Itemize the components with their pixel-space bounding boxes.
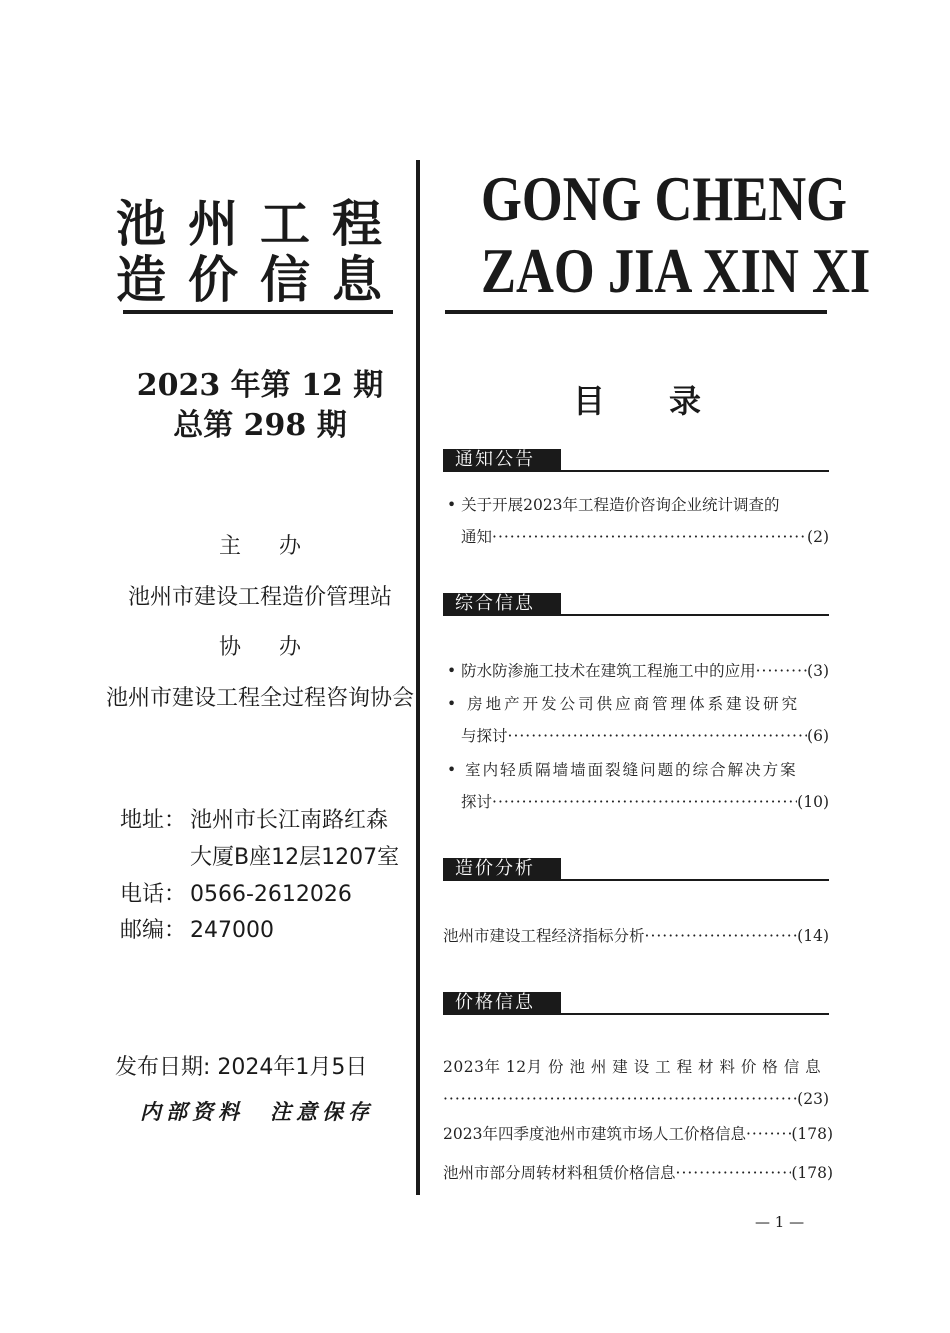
toc-entry-page: (10) — [797, 793, 829, 811]
section-label: 综合信息 — [443, 593, 561, 614]
toc-entry[interactable]: • 房地产开发公司供应商管理体系建设研究 与探讨 ····· (6) — [447, 693, 829, 747]
toc-entry-title: 池州市建设工程经济指标分析 — [443, 927, 645, 945]
zip-label: 邮编： — [120, 918, 187, 943]
internal-material-note: 内部资料 注意保存 — [140, 1099, 374, 1124]
cosponsor-label: 协办 — [218, 635, 339, 660]
toc-entry-title: 2023年四季度池州市建筑市场人工价格信息 — [443, 1125, 746, 1143]
address-line1: 池州市长江南路红森 — [190, 808, 389, 833]
toc-entry[interactable] — [443, 925, 829, 947]
leader-dots — [492, 526, 807, 548]
toc-entry[interactable]: • 防水防渗施工技术在建筑工程施工中的应用 ····· (3) — [447, 660, 829, 682]
toc-entry[interactable]: • 关于开展2023年工程造价咨询企业统计调查的 通知 ····· (2) — [447, 494, 829, 548]
leader-dots — [492, 791, 797, 813]
page-number: — 1 — — [755, 1213, 805, 1231]
toc-entry-title: 室内轻质隔墙墙面裂缝问题的综合解决方案 — [465, 761, 798, 779]
title-rule-left — [123, 310, 393, 314]
sponsor-label: 主办 — [218, 534, 339, 559]
toc-entry[interactable] — [443, 1162, 833, 1184]
zip-code: 247000 — [190, 918, 274, 943]
toc-entry-title: 2023年 12月 份 池 州 建 设 工 程 材 料 价 格 信 息 — [443, 1058, 822, 1076]
toc-entry-title: 池州市部分周转材料租赁价格信息 — [443, 1164, 676, 1182]
section-label: 价格信息 — [443, 992, 561, 1013]
leader-dots — [746, 1123, 791, 1145]
release-date: 发布日期: 2024年1月5日 — [115, 1055, 368, 1080]
toc-entry[interactable] — [443, 1123, 833, 1145]
toc-entry-title: 房地产开发公司供应商管理体系建设研究 — [467, 695, 801, 713]
journal-title-line2: 造价信息 — [116, 251, 404, 309]
toc-entry-page: (6) — [807, 727, 829, 745]
phone-number: 0566-2612026 — [190, 882, 352, 907]
toc-entry-page: (3) — [807, 662, 829, 680]
leader-dots — [645, 925, 798, 947]
phone-label: 电话： — [120, 882, 187, 907]
cosponsor-name: 池州市建设工程全过程咨询协会 — [105, 686, 414, 711]
toc-entry-page: (23) — [797, 1090, 829, 1108]
leader-dots — [443, 1088, 797, 1110]
toc-entry-title: 关于开展2023年工程造价咨询企业统计调查的 — [461, 496, 780, 514]
toc-entry-title-cont: 探讨 — [461, 793, 493, 811]
toc-entry[interactable] — [443, 1056, 829, 1110]
section-header-general — [443, 592, 829, 616]
toc-title: 目 录 — [573, 382, 702, 420]
leader-dots — [676, 1162, 792, 1184]
issue-number: 2023 年第 12 期 — [136, 368, 384, 403]
section-label: 造价分析 — [443, 858, 561, 879]
toc-entry-title-cont: 通知 — [461, 528, 493, 546]
title-rule-right — [445, 310, 827, 314]
sponsor-name: 池州市建设工程造价管理站 — [127, 585, 392, 610]
section-header-notices — [443, 448, 829, 472]
pinyin-title-line2: ZAO JIA XIN XI — [481, 235, 871, 306]
toc-entry-title: 防水防渗施工技术在建筑工程施工中的应用 — [461, 662, 756, 680]
section-header-price-info — [443, 991, 829, 1015]
section-label: 通知公告 — [443, 449, 561, 470]
address-line2: 大厦B座12层1207室 — [190, 845, 400, 870]
journal-title-line1: 池州工程 — [116, 195, 404, 253]
toc-entry-page: (178) — [791, 1125, 833, 1143]
toc-entry-page: (14) — [797, 927, 829, 945]
leader-dots — [508, 725, 808, 747]
toc-entry-page: (2) — [807, 528, 829, 546]
pinyin-title-line1: GONG CHENG — [481, 163, 847, 234]
address-label: 地址： — [120, 808, 187, 833]
column-divider — [416, 160, 420, 1195]
toc-entry[interactable]: • 室内轻质隔墙墙面裂缝问题的综合解决方案 探讨 ····· (10) — [447, 759, 829, 813]
toc-entry-page: (178) — [791, 1164, 833, 1182]
leader-dots — [756, 660, 807, 682]
toc-entry-title-cont: 与探讨 — [461, 727, 508, 745]
section-header-cost-analysis — [443, 857, 829, 881]
total-issue-number: 总第 298 期 — [173, 408, 347, 443]
